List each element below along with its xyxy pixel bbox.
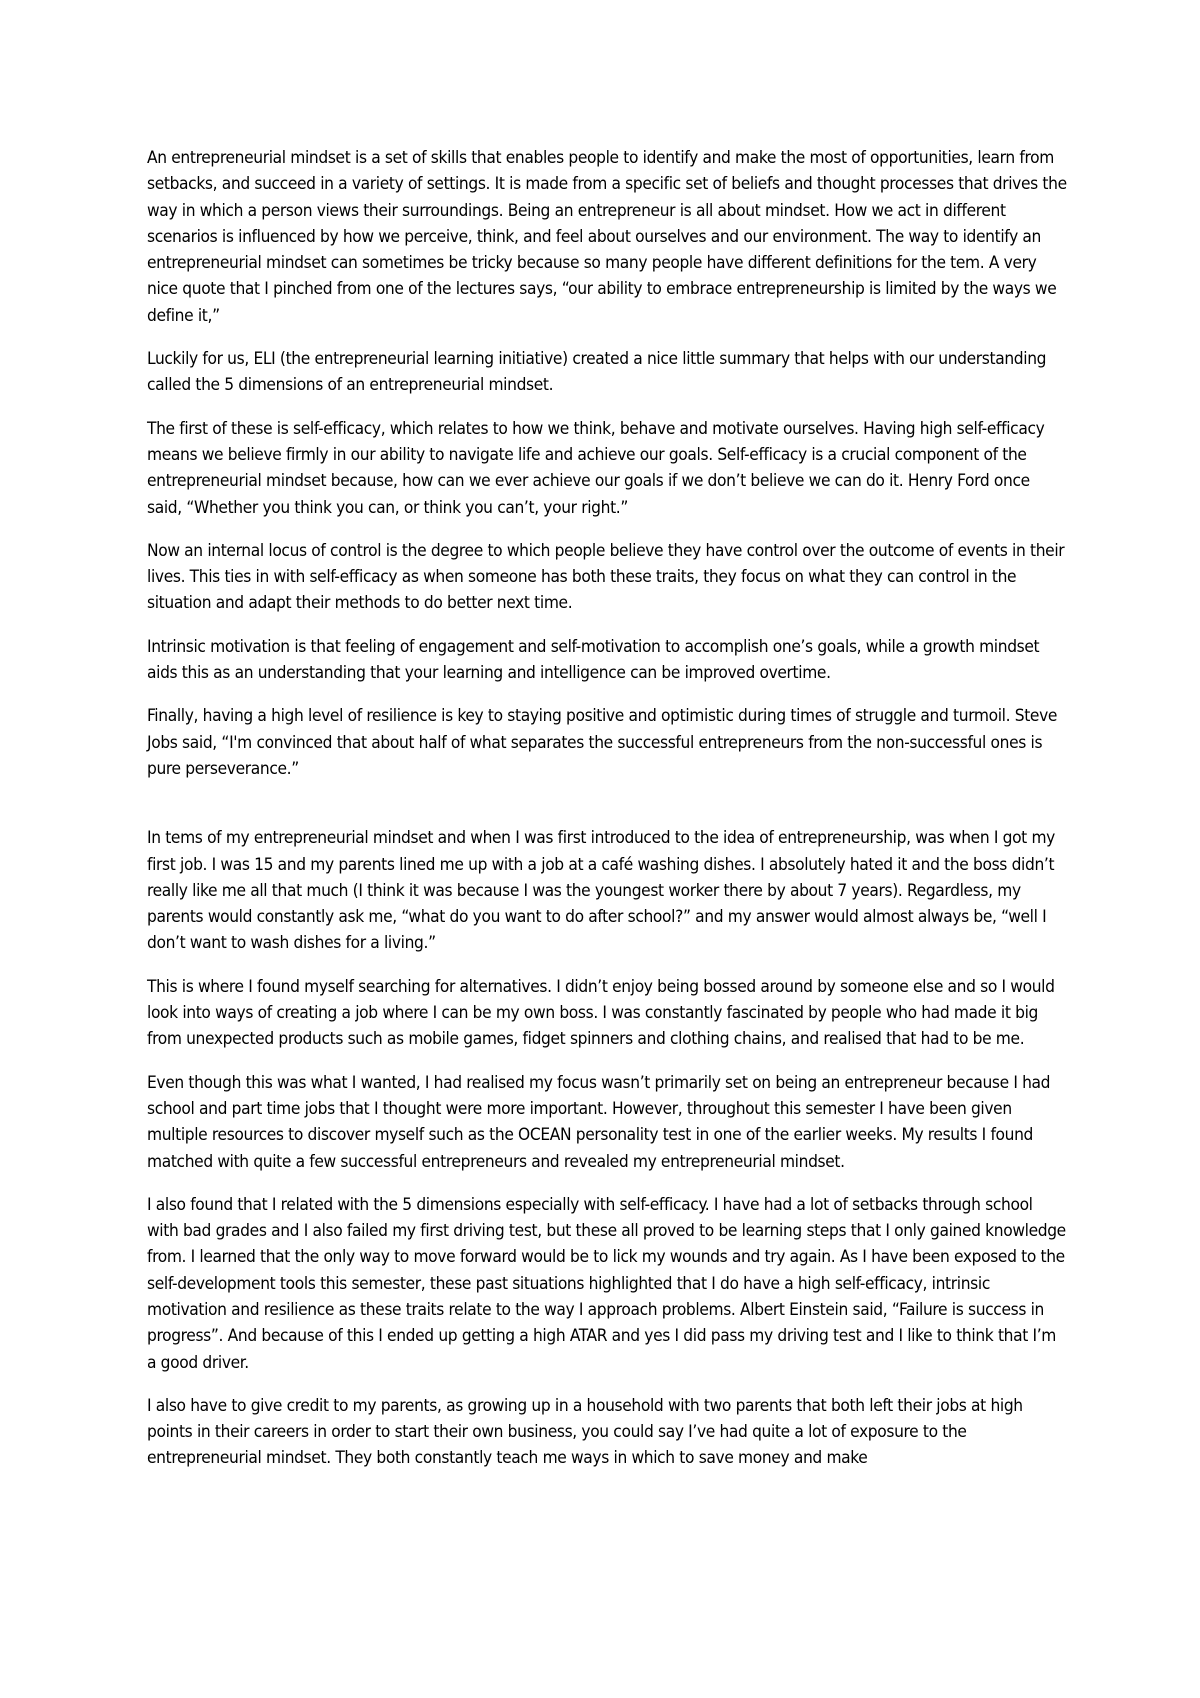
paragraph-intro: An entrepreneurial mindset is a set of skills that enables people to identify and make the most of opportunities, learn from setbacks, and succeed in a variety of settings. It is made from a specific set of beliefs and thought processes that drives the way in which a person views their surroundings. Being an entrepreneur is all about mindset. How we act in different scenarios is influenced by how we perceive, think, and feel about ourselves and our environment. The way to identify an entrepreneurial mindset can sometimes be tricky because so many people have different definitions for the tem. A very nice quote that I pinched from one of the lectures says, “our ability to embrace entrepreneurship is limited by the ways we define it,” xyxy=(147,148,1067,326)
paragraph-eli-summary: Luckily for us, ELI (the entrepreneurial learning initiative) created a nice little summary that helps with our understanding called the 5 dimensions of an entrepreneurial mindset. xyxy=(147,349,1047,396)
paragraph-spacer xyxy=(147,799,1067,825)
paragraph-first-job: In tems of my entrepreneurial mindset and when I was first introduced to the idea of entrepreneurship, was when I got my first job. I was 15 and my parents lined me up with a job at a café washing dishes. I absolutely hated it and the boss didn’t really like me all that much (I think it was because I was the youngest worker there by about 7 years). Regardless, my parents would constantly ask me, “what do you want to do after school?” and my answer would almost always be, “well I don’t want to wash dishes for a living.” xyxy=(147,828,1055,954)
document-body xyxy=(147,145,1067,1489)
paragraph-semester-resources: Even though this was what I wanted, I had realised my focus wasn’t primarily set on being an entrepreneur because I had school and part time jobs that I thought were more important. However, throughout this semester I have been given multiple resources to discover myself such as the OCEAN personality test in one of the earlier weeks. My results I found matched with quite a few successful entrepreneurs and revealed my entrepreneurial mindset. xyxy=(147,1072,1051,1172)
paragraph-parents: I also have to give credit to my parents, as growing up in a household with two parents that both left their jobs at high points in their careers in order to start their own business, you could say I’ve had quite a lot of exposure to the entrepreneurial mindset. They both constantly teach me ways in which to save money and make xyxy=(147,1395,1023,1469)
paragraph-locus-of-control: Now an internal locus of control is the degree to which people believe they have control over the outcome of events in their lives. This ties in with self-efficacy as when someone has both these traits, they focus on what they can control in the situation and adapt their methods to do better next time. xyxy=(147,540,1065,614)
paragraph-resilience: Finally, having a high level of resilience is key to staying positive and optimistic during times of struggle and turmoil. Steve Jobs said, “I'm convinced that about half of what separates the successful entrepreneurs from the non-successful ones is pure perseverance.” xyxy=(147,706,1058,779)
paragraph-five-dimensions: I also found that I related with the 5 dimensions especially with self-efficacy. I have had a lot of setbacks through school with bad grades and I also failed my first driving test, but these all proved to be learning steps that I only gained knowledge from. I learned that the only way to move forward would be to lick my wounds and try again. As I have been exposed to the self-development tools this semester, these past situations highlighted that I do have a high self-efficacy, intrinsic motivation and resilience as these traits relate to the way I approach problems. Albert Einstein said, “Failure is success in progress”. And because of this I ended up getting a high ATAR and yes I did pass my driving test and I like to think that I’m a good driver. xyxy=(147,1194,1066,1373)
paragraph-intrinsic-motivation: Intrinsic motivation is that feeling of engagement and self-motivation to accomplish one’s goals, while a growth mindset aids this as an understanding that your learning and intelligence can be improved overtime. xyxy=(147,636,1040,684)
paragraph-self-efficacy: The first of these is self-efficacy, which relates to how we think, behave and motivate ourselves. Having high self-efficacy means we believe firmly in our ability to navigate life and achieve our goals. Self-efficacy is a crucial component of the entrepreneurial mindset because, how can we ever achieve our goals if we don’t believe we can do it. Henry Ford once said, “Whether you think you can, or think you can’t, your right.” xyxy=(147,418,1045,518)
paragraph-alternatives: This is where I found myself searching for alternatives. I didn’t enjoy being bossed around by someone else and so I would look into ways of creating a job where I can be my own boss. I was constantly fascinated by people who had made it big from unexpected products such as mobile games, fidget spinners and clothing chains, and realised that had to be me. xyxy=(147,976,1055,1050)
